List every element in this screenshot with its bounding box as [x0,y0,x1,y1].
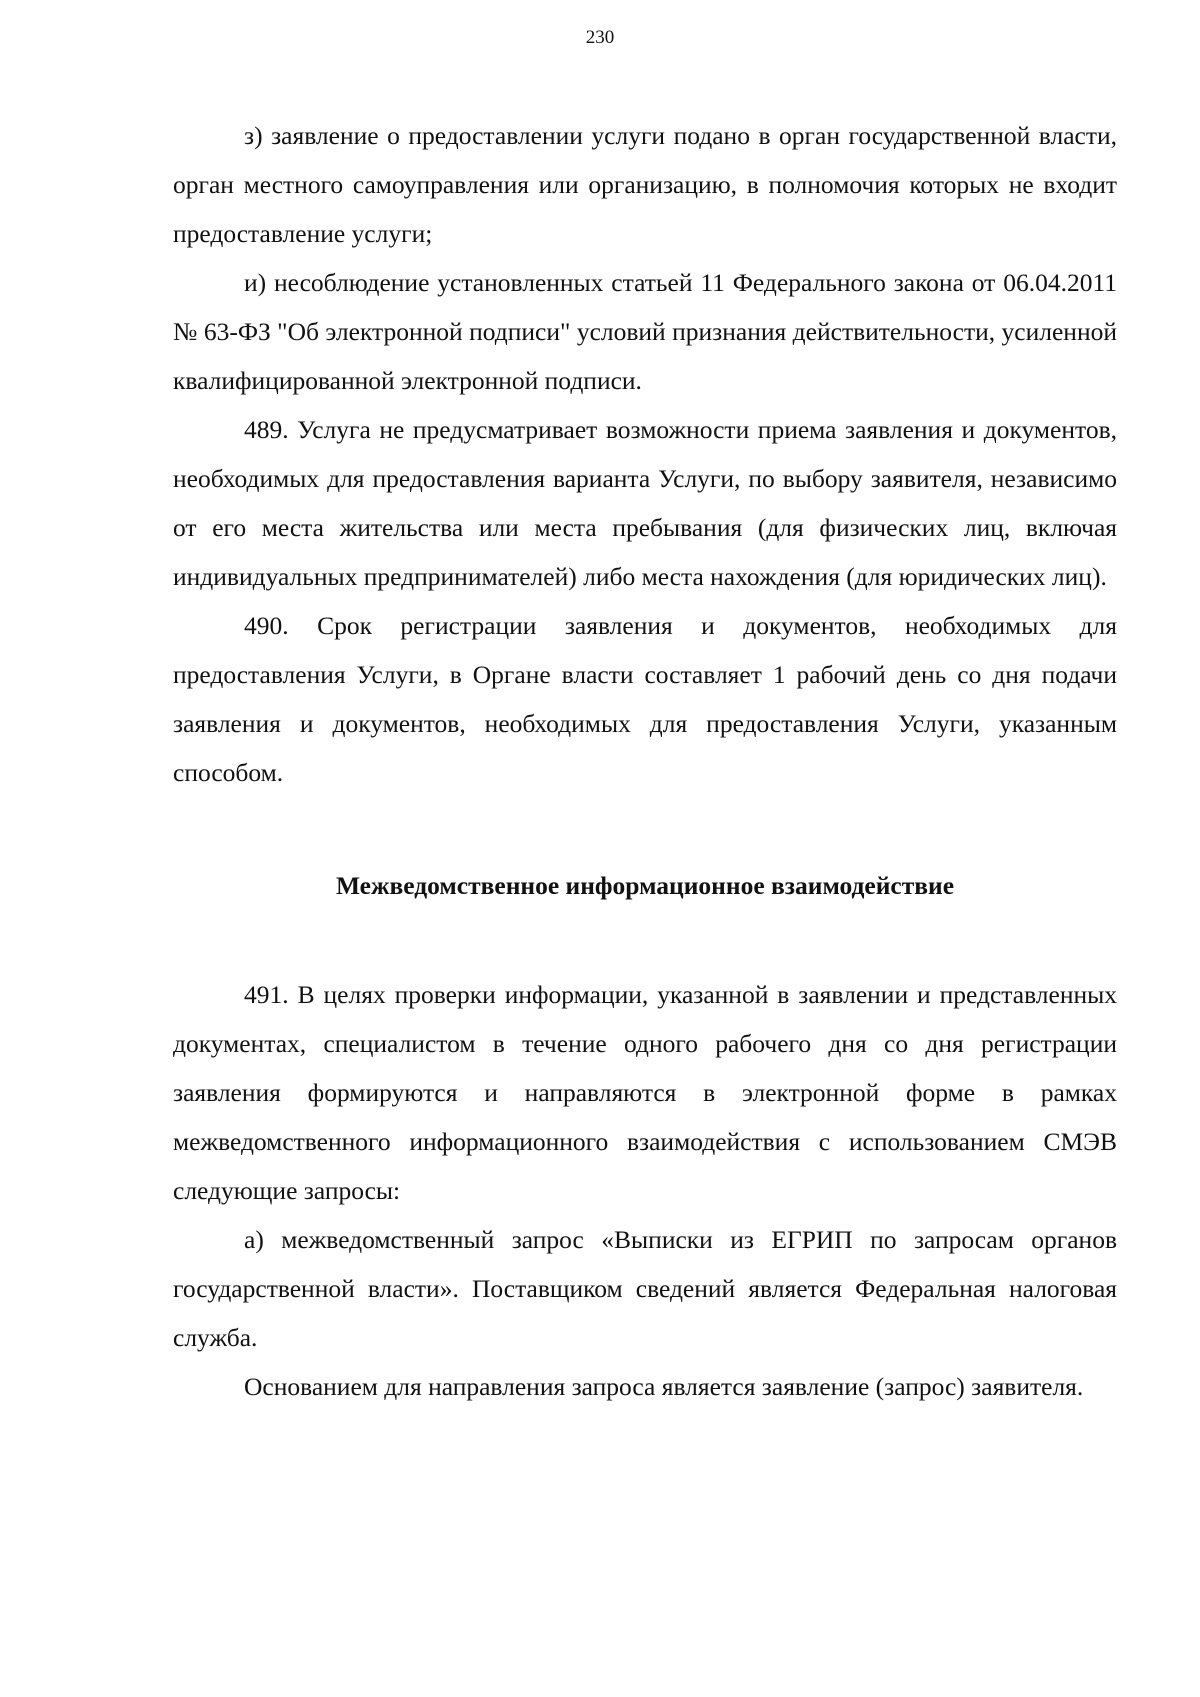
paragraph-z: з) заявление о предоставлении услуги подано в орган государственной власти, орган местного самоуправления или организацию, в полномочия которых не входит предоставление услуги; [173,121,1117,248]
paragraph-a: а) межведомственный запрос «Выписки из ЕГРИП по запросам органов государственной власти». Поставщиком сведений является Федеральная налоговая служба. [173,1225,1117,1352]
page-number: 230 [585,27,615,48]
paragraph-489: 489. Услуга не предусматривает возможности приема заявления и документов, необходимых для предоставления варианта Услуги, по выбору заявителя, независимо от его места жительства или места пребывания (для физических лиц, включая индивидуальных предпринимателей) либо места нахождения (для юридических лиц). [173,415,1117,591]
document-body [173,111,1117,1411]
paragraph-490: 490. Срок регистрации заявления и документов, необходимых для предоставления Услуги, в Органе власти составляет 1 рабочий день со дня подачи заявления и документов, необходимых для предоставления Услуги, указанным способом. [173,611,1117,787]
paragraph-491: 491. В целях проверки информации, указанной в заявлении и представленных документах, специалистом в течение одного рабочего дня со дня регистрации заявления формируются и направляются в электронной форме в рамках межведомственного информационного взаимодействия с использованием СМЭВ следующие запросы: [173,980,1117,1205]
section-heading: Межведомственное информационное взаимодействие [335,871,955,900]
paragraph-basis: Основанием для направления запроса является заявление (запрос) заявителя. [244,1372,1084,1401]
paragraph-i: и) несоблюдение установленных статьей 11 Федерального закона от 06.04.2011 № 63-ФЗ "Об электронной подписи" условий признания действительности, усиленной квалифицированной электронной подписи. [173,268,1117,395]
